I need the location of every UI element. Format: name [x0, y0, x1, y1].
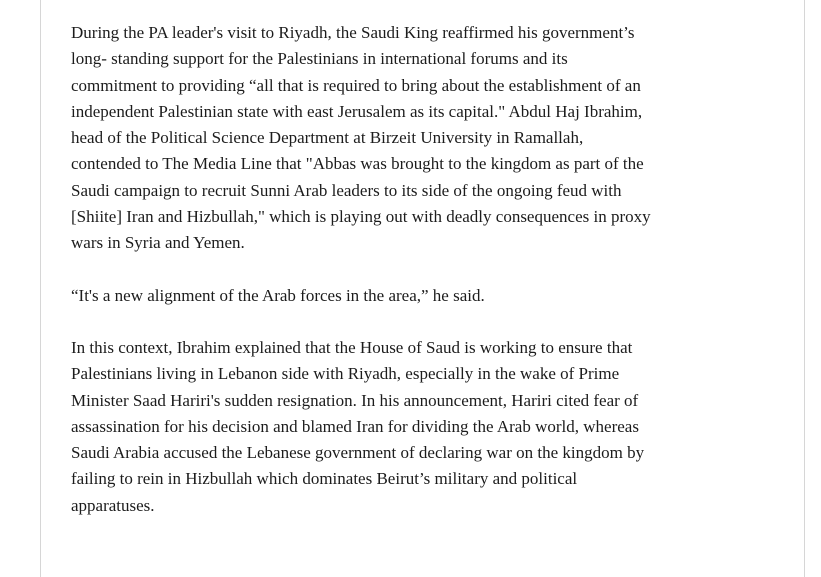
- text-line: “It's a new alignment of the Arab forces in the area,” he said.: [71, 285, 485, 305]
- text-line: assassination for his decision and blamed Iran for dividing the Arab world, whereas: [71, 416, 639, 436]
- text-line: failing to rein in Hizbullah which dominates Beirut’s military and political: [71, 469, 578, 489]
- text-line: wars in Syria and Yemen.: [71, 233, 245, 253]
- text-line: long- standing support for the Palestinians in international forums and its: [71, 49, 568, 69]
- text-line: Palestinians living in Lebanon side with Riyadh, especially in the wake of Prime: [71, 364, 620, 384]
- text-line: head of the Political Science Department at Birzeit University in Ramallah,: [71, 128, 584, 148]
- text-line: contended to The Media Line that "Abbas was brought to the kingdom as part of the: [71, 154, 644, 174]
- text-line: During the PA leader's visit to Riyadh, the Saudi King reaffirmed his government’s: [71, 23, 635, 42]
- paragraph-2: [71, 283, 761, 309]
- text-line: Saudi Arabia accused the Lebanese government of declaring war on the kingdom by: [71, 443, 645, 463]
- paragraph-3: [71, 335, 761, 519]
- text-line: In this context, Ibrahim explained that the House of Saud is working to ensure that: [71, 337, 633, 357]
- text-line: apparatuses.: [71, 495, 155, 515]
- paragraph-1: [71, 20, 761, 257]
- document-page: [40, 0, 805, 577]
- text-line: commitment to providing “all that is required to bring about the establishment of an: [71, 75, 641, 95]
- text-line: Saudi campaign to recruit Sunni Arab leaders to its side of the ongoing feud with: [71, 180, 622, 200]
- article-body: [71, 20, 761, 545]
- text-line: independent Palestinian state with east Jerusalem as its capital." Abdul Haj Ibrahim,: [71, 101, 643, 121]
- text-line: Minister Saad Hariri's sudden resignation. In his announcement, Hariri cited fear of: [71, 390, 639, 410]
- text-line: [Shiite] Iran and Hizbullah," which is playing out with deadly consequences in proxy: [71, 207, 651, 227]
